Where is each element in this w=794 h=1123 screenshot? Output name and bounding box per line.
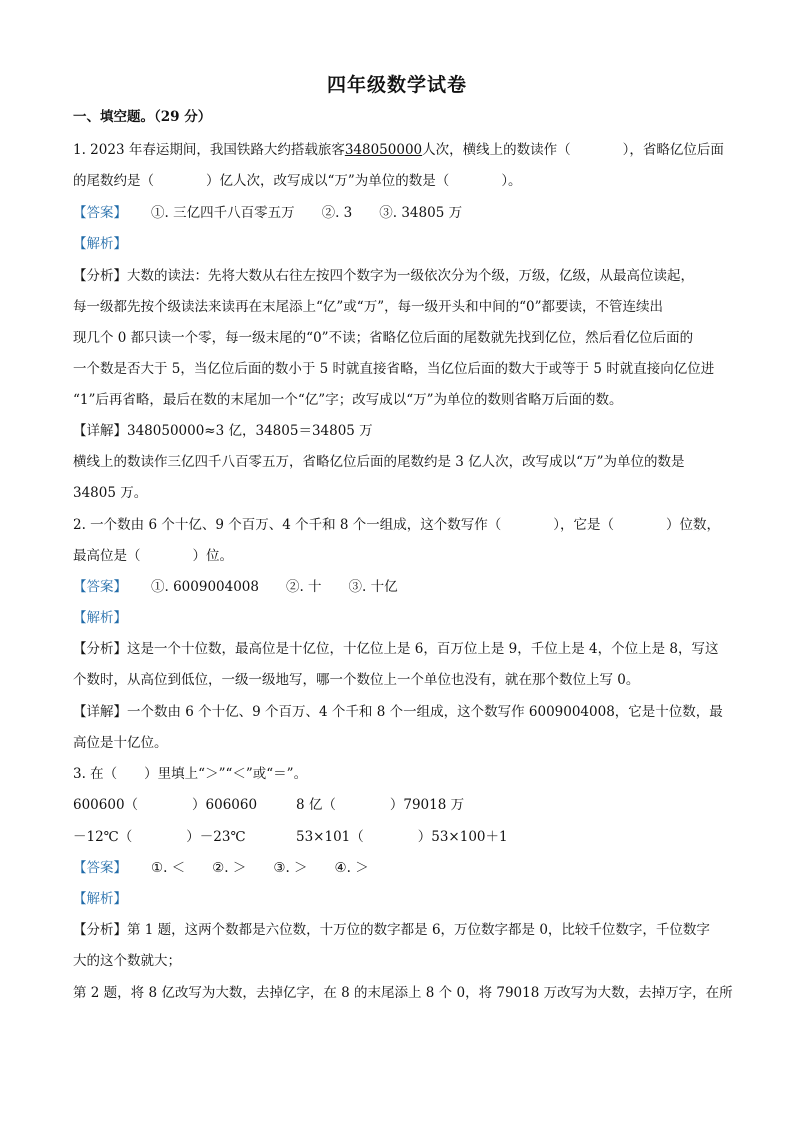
q3-item-1: 600600（ ）606060 xyxy=(73,797,258,813)
q2-text-e: ）位。 xyxy=(192,548,233,564)
q1-text-f: ）。 xyxy=(501,173,522,189)
q1-text-c: ），省略亿位后面 xyxy=(622,142,724,158)
q2-analysis-line-2: 个数时，从高位到低位，一级一级地写，哪一个数位上一个单位也没有，就在那个数位上写 0。 xyxy=(73,672,640,688)
q2-text-c: ）位数， xyxy=(666,517,721,533)
q3-answer: ①. ＜ ②. ＞ ③. ＞ ④. ＞ xyxy=(151,860,369,876)
q1-analysis-line-4: 一个数是否大于 5，当亿位后面的数小于 5 时就直接省略，当亿位后面的数大于或等于 5 时就直接向亿位进 xyxy=(73,361,715,377)
detail-tag: 【详解】 xyxy=(73,704,127,720)
q2-text-b: ），它是（ xyxy=(553,517,615,533)
q2-analysis-line-1 xyxy=(73,640,733,658)
q2-text-a: 2. 一个数由 6 个十亿、9 个百万、4 个千和 8 个一组成，这个数写作（ xyxy=(73,517,502,533)
analysis-tag: 【分析】 xyxy=(73,268,127,284)
q1-detail-line-2: 横线上的数读作三亿四千八百零五万，省略亿位后面的尾数约是 3 亿人次，改写成以“万”为单位的数是 xyxy=(73,454,685,470)
q3-item-2: 8 亿（ ）79018 万 xyxy=(296,797,465,813)
q2-detail-line-2: 高位是十亿位。 xyxy=(73,735,168,751)
answer-tag: 【答案】 xyxy=(73,579,127,595)
q3-analysis-line-2: 大的这个数就大； xyxy=(73,953,181,969)
q1-answer-line xyxy=(73,204,733,222)
q1-line-1 xyxy=(73,141,733,159)
q1-detail-line-1 xyxy=(73,422,733,440)
q1-analysis-line-3: 现几个 0 都只读一个零，每一级末尾的“0”不读；省略亿位后面的尾数就先找到亿位，然后看亿位后面的 xyxy=(73,330,694,346)
detail-text: 一个数由 6 个十亿、9 个百万、4 个千和 8 个一组成，这个数写作 6009004008，它是十位数，最 xyxy=(127,704,723,720)
answer-tag: 【答案】 xyxy=(73,860,127,876)
answer-tag: 【答案】 xyxy=(73,205,127,221)
q1-text-a: 1. 2023 年春运期间，我国铁路大约搭载旅客 xyxy=(73,142,345,158)
q3-item-3: －12℃（ ）－23℃ xyxy=(73,829,246,845)
q1-analysis-line-2: 每一级都先按个级读法来读再在末尾添上“亿”或“万”，每一级开头和中间的“0”都要读，不管连续出 xyxy=(73,299,663,315)
q1-analysis-line-5: “1”后再省略，最后在数的末尾加一个“亿”字；改写成以“万”为单位的数则省略万后面的数。 xyxy=(73,392,623,408)
q3-analysis-line-3: 第 2 题，将 8 亿改写为大数，去掉亿字，在 8 的末尾添上 8 个 0，将 79018 万改写为大数，去掉万字，在所 xyxy=(73,985,733,1001)
q1-jiexi-tag: 【解析】 xyxy=(73,236,127,252)
analysis-tag: 【分析】 xyxy=(73,641,127,657)
analysis-text: 这是一个十位数，最高位是十亿位，十亿位上是 6，百万位上是 9，千位上是 4，个位上是 8，写这 xyxy=(127,641,719,657)
q3-jiexi-tag: 【解析】 xyxy=(73,891,127,907)
analysis-text: 第 1 题，这两个数都是六位数，十万位的数字都是 6，万位数字都是 0，比较千位数字，千位数字 xyxy=(127,922,710,938)
section-heading: 一、填空题。（29 分） xyxy=(73,109,212,125)
q3-answer-line xyxy=(73,859,733,877)
q2-text-d: 最高位是（ xyxy=(73,548,141,564)
q2-jiexi-tag: 【解析】 xyxy=(73,610,127,626)
q1-detail-line-3: 34805 万。 xyxy=(73,485,148,501)
q3-analysis-line-1 xyxy=(73,921,733,939)
analysis-tag: 【分析】 xyxy=(73,922,127,938)
q2-answer-line xyxy=(73,578,733,596)
q1-line-2 xyxy=(73,172,733,190)
q1-text-d: 的尾数约是（ xyxy=(73,173,154,189)
q2-line-1 xyxy=(73,516,733,534)
q1-text-e: ）亿人次，改写成以“万”为单位的数是（ xyxy=(206,173,450,189)
q1-text-b: 人次，横线上的数读作（ xyxy=(422,142,571,158)
page-title: 四年级数学试卷 xyxy=(326,74,467,96)
q1-analysis-line-1 xyxy=(73,267,733,285)
q2-detail-line-1 xyxy=(73,703,733,721)
detail-text: 348050000≈3 亿，34805＝34805 万 xyxy=(127,423,373,439)
q1-answer: ①. 三亿四千八百零五万 ②. 3 ③. 34805 万 xyxy=(151,205,463,221)
detail-tag: 【详解】 xyxy=(73,423,127,439)
q3-item-4: 53×101（ ）53×100＋1 xyxy=(296,829,508,845)
q3-line-1: 3. 在（ ）里填上“＞”“＜”或“＝”。 xyxy=(73,766,308,782)
analysis-text: 大数的读法：先将大数从右往左按四个数字为一级依次分为个级，万级，亿级，从最高位读起， xyxy=(127,268,694,284)
q1-underlined-number: 348050000 xyxy=(344,142,423,158)
q2-line-2 xyxy=(73,547,733,565)
q2-answer: ①. 6009004008 ②. 十 ③. 十亿 xyxy=(151,579,398,595)
